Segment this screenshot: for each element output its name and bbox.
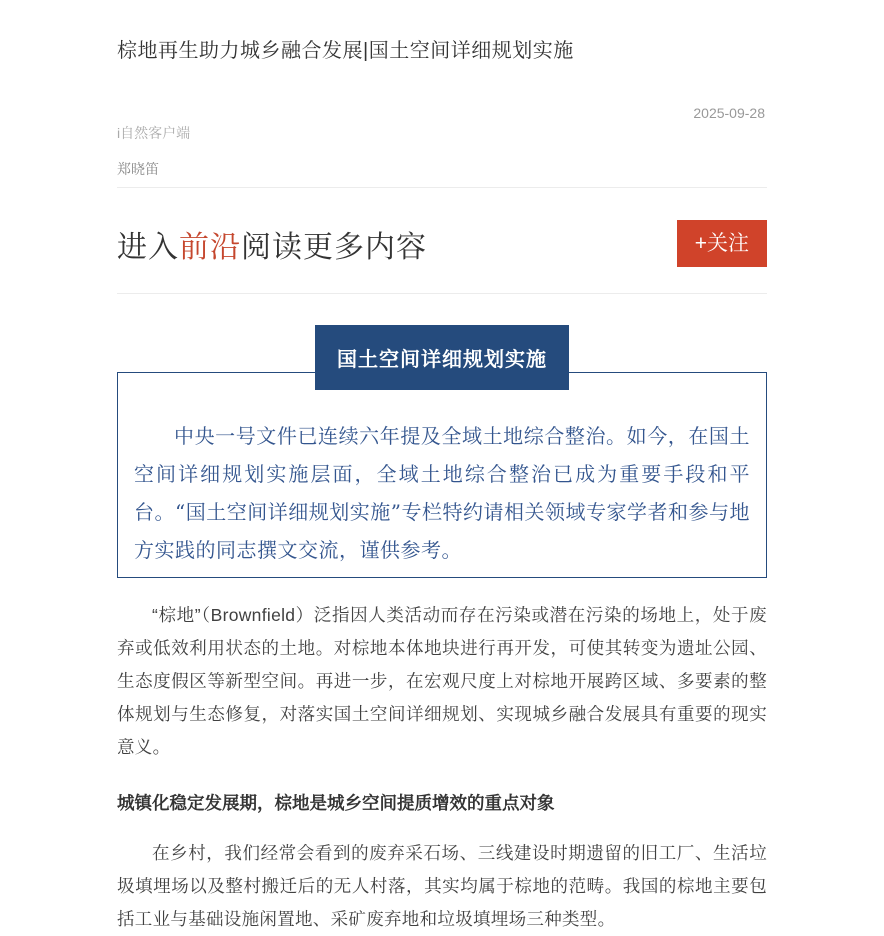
channel-banner [117, 220, 767, 267]
article-title: 棕地再生助力城乡融合发展|国土空间详细规划实施 [117, 40, 574, 62]
article-content [117, 0, 767, 936]
follow-button[interactable]: +关注 [677, 220, 767, 267]
source-label: i自然客户端 [117, 125, 191, 141]
article-meta [117, 91, 767, 187]
article-subheading: 城镇化稳定发展期，棕地是城乡空间提质增效的重点对象 [117, 793, 555, 814]
column-intro-section [117, 349, 767, 578]
article-paragraph: “棕地”（Brownfield）泛指因人类活动而存在污染或潜在污染的场地上，处于废弃或低效利用状态的土地。对棕地本体地块进行再开发，可使其转变为遗址公园、生态度假区等新型空间。再进一步，在宏观尺度上对棕地开展跨区域、多要素的整体规划与生态修复，对落实国土空间详细规划、实现城乡融合发展具有重要的现实意义。 [117, 605, 767, 758]
channel-link[interactable]: 前沿 [179, 230, 241, 264]
column-badge: 国土空间详细规划实施 [315, 325, 569, 390]
publish-date: 2025-09-28 [693, 105, 765, 121]
article-paragraph: 在乡村，我们经常会看到的废弃采石场、三线建设时期遗留的旧工厂、生活垃圾填埋场以及整村搬迁后的无人村落，其实均属于棕地的范畴。我国的棕地主要包括工业与基础设施闲置地、采矿废弃地和垃圾填埋场三种类型。 [117, 843, 767, 930]
column-quote-box [117, 372, 767, 578]
divider [117, 187, 767, 188]
banner-text-prefix: 进入 [117, 230, 179, 264]
banner-title [117, 222, 427, 266]
banner-text-suffix: 阅读更多内容 [241, 230, 427, 264]
column-intro-text: 中央一号文件已连续六年提及全域土地综合整治。如今，在国土空间详细规划实施层面，全域土地综合整治已成为重要手段和平台。“国土空间详细规划实施”专栏特约请相关领域专家学者和参与地方实践的同志撰文交流，谨供参考。 [134, 424, 750, 563]
author-name: 郑晓笛 [117, 161, 159, 177]
divider [117, 293, 767, 294]
